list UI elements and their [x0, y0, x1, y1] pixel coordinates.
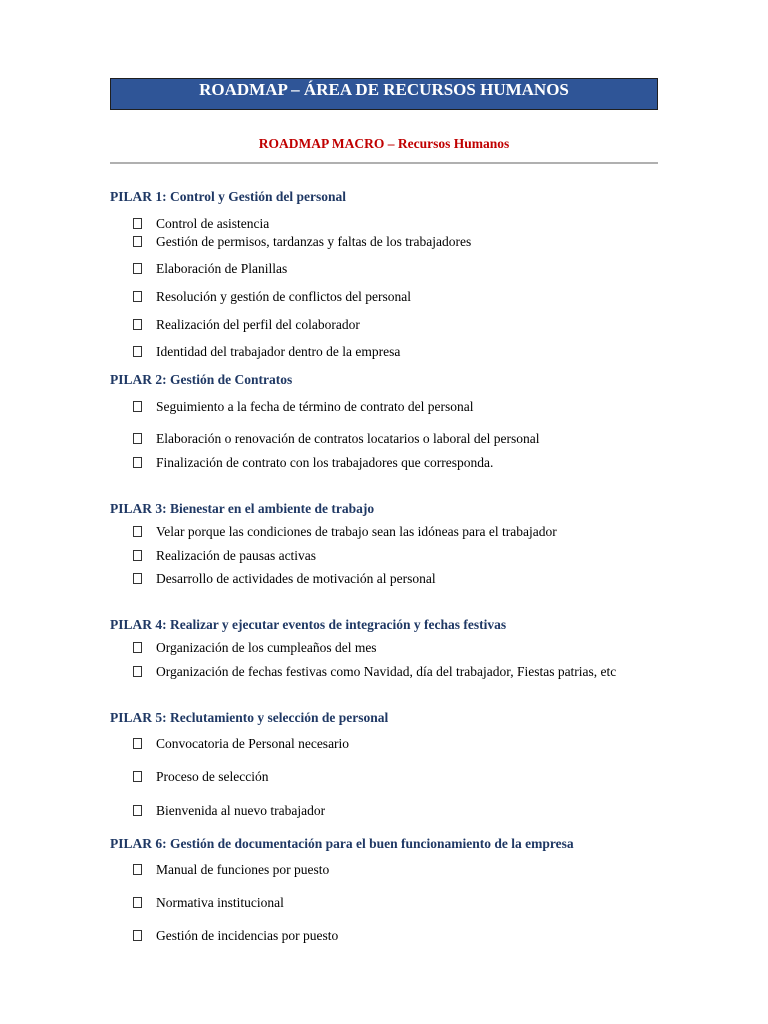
- list-item: [133, 548, 316, 564]
- list-item: [133, 803, 325, 819]
- list-item: [133, 289, 411, 305]
- list-item-text: Seguimiento a la fecha de término de contrato del personal: [156, 399, 474, 414]
- checkbox-bullet-icon: [133, 291, 142, 302]
- list-item-text: Elaboración de Planillas: [156, 261, 288, 276]
- list-item-text: Bienvenida al nuevo trabajador: [156, 803, 326, 818]
- pilar-2-heading: PILAR 2: Gestión de Contratos: [110, 372, 293, 387]
- document-title: ROADMAP – ÁREA DE RECURSOS HUMANOS: [110, 78, 658, 110]
- checkbox-bullet-icon: [133, 771, 142, 782]
- checkbox-bullet-icon: [133, 526, 142, 537]
- checkbox-bullet-icon: [133, 263, 142, 274]
- checkbox-bullet-icon: [133, 319, 142, 330]
- checkbox-bullet-icon: [133, 930, 142, 941]
- list-item: [133, 640, 377, 656]
- list-item-text: Proceso de selección: [156, 769, 269, 784]
- pilar-5-heading: PILAR 5: Reclutamiento y selección de personal: [110, 710, 389, 725]
- checkbox-bullet-icon: [133, 573, 142, 584]
- list-item-text: Realización de pausas activas: [156, 548, 317, 563]
- list-item: [133, 571, 436, 587]
- list-item-text: Gestión de incidencias por puesto: [156, 928, 339, 943]
- checkbox-bullet-icon: [133, 864, 142, 875]
- list-item: [133, 344, 400, 360]
- pilar-3-heading: PILAR 3: Bienestar en el ambiente de trabajo: [110, 501, 375, 516]
- checkbox-bullet-icon: [133, 401, 142, 412]
- list-item: [133, 216, 269, 232]
- list-item-text: Velar porque las condiciones de trabajo sean las idóneas para el trabajador: [156, 524, 557, 539]
- pilar-4-heading: PILAR 4: Realizar y ejecutar eventos de integración y fechas festivas: [110, 617, 507, 632]
- divider: [110, 162, 658, 164]
- checkbox-bullet-icon: [133, 805, 142, 816]
- list-item: [133, 317, 360, 333]
- list-item: [133, 895, 284, 911]
- checkbox-bullet-icon: [133, 346, 142, 357]
- pilar-1-heading: PILAR 1: Control y Gestión del personal: [110, 189, 347, 204]
- list-item: [133, 234, 471, 250]
- list-item-text: Normativa institucional: [156, 895, 284, 910]
- list-item-text: Finalización de contrato con los trabajadores que corresponda.: [156, 455, 494, 470]
- list-item: [133, 736, 349, 752]
- list-item-text: Realización del perfil del colaborador: [156, 317, 360, 332]
- checkbox-bullet-icon: [133, 550, 142, 561]
- list-item-text: Organización de los cumpleaños del mes: [156, 640, 377, 655]
- checkbox-bullet-icon: [133, 642, 142, 653]
- checkbox-bullet-icon: [133, 897, 142, 908]
- pilar-6-heading: PILAR 6: Gestión de documentación para el buen funcionamiento de la empresa: [110, 836, 574, 851]
- list-item: [133, 455, 493, 471]
- list-item-text: Identidad del trabajador dentro de la empresa: [156, 344, 401, 359]
- list-item: [133, 664, 616, 680]
- document-subtitle: ROADMAP MACRO – Recursos Humanos: [258, 136, 510, 151]
- list-item-text: Organización de fechas festivas como Navidad, día del trabajador, Fiestas patrias, etc: [156, 664, 617, 679]
- list-item: [133, 524, 557, 540]
- list-item: [133, 769, 268, 785]
- list-item-text: Resolución y gestión de conflictos del personal: [156, 289, 411, 304]
- list-item: [133, 261, 287, 277]
- checkbox-bullet-icon: [133, 738, 142, 749]
- checkbox-bullet-icon: [133, 666, 142, 677]
- list-item-text: Desarrollo de actividades de motivación al personal: [156, 571, 436, 586]
- list-item-text: Convocatoria de Personal necesario: [156, 736, 350, 751]
- list-item: [133, 431, 539, 447]
- list-item: [133, 862, 329, 878]
- checkbox-bullet-icon: [133, 218, 142, 229]
- list-item: [133, 928, 338, 944]
- checkbox-bullet-icon: [133, 433, 142, 444]
- list-item-text: Control de asistencia: [156, 216, 270, 231]
- list-item-text: Gestión de permisos, tardanzas y faltas de los trabajadores: [156, 234, 472, 249]
- checkbox-bullet-icon: [133, 457, 142, 468]
- list-item-text: Elaboración o renovación de contratos locatarios o laboral del personal: [156, 431, 540, 446]
- checkbox-bullet-icon: [133, 236, 142, 247]
- list-item-text: Manual de funciones por puesto: [156, 862, 330, 877]
- list-item: [133, 399, 474, 415]
